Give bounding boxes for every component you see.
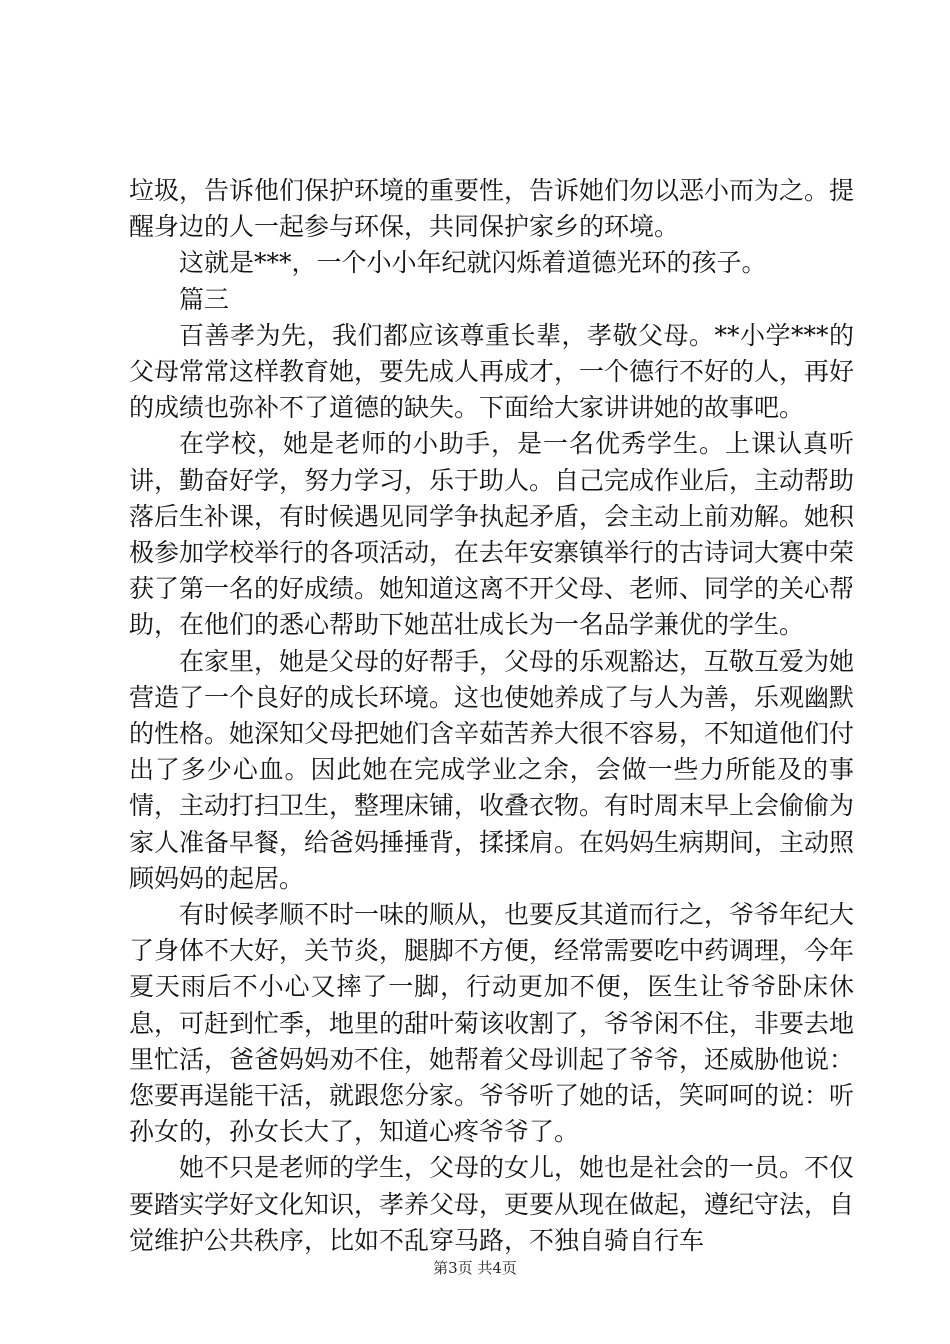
body-paragraph-5: 她不只是老师的学生，父母的女儿，她也是社会的一员。不仅要踏实学好文化知识，孝养父母，更要从现在做起，遵纪守法，自觉维护公共秩序，比如不乱穿马路，不独自骑自行车 — [129, 1153, 855, 1255]
section-title: 篇三 — [179, 284, 230, 314]
body-paragraph-2: 在学校，她是老师的小助手，是一名优秀学生。上课认真听讲，勤奋好学，努力学习，乐于助人。自己完成作业后，主动帮助落后生补课，有时候遇见同学争执起矛盾，会主动上前劝解。她积极参加学校举行的各项活动，在去年安寨镇举行的古诗词大赛中荣获了第一名的好成绩。她知道这离不开父母、老师、同学的关心帮助，在他们的悉心帮助下她茁壮成长为一名品学兼优的学生。 — [129, 429, 855, 640]
body-paragraph-1: 百善孝为先，我们都应该尊重长辈，孝敬父母。**小学***的父母常常这样教育她，要先成人再成才，一个德行不好的人，再好的成绩也弥补不了道德的缺失。下面给大家讲讲她的故事吧。 — [129, 320, 855, 423]
continuation-paragraph: 垃圾，告诉他们保护环境的重要性，告诉她们勿以恶小而为之。提醒身边的人一起参与环保，共同保护家乡的环境。 — [129, 176, 855, 242]
document-body — [129, 173, 854, 1259]
page-footer — [0, 1258, 950, 1278]
body-paragraph-3: 在家里，她是父母的好帮手，父母的乐观豁达，互敬互爱为她营造了一个良好的成长环境。这也使她养成了与人为善，乐观幽默的性格。她深知父母把她们含辛茹苦养大很不容易，不知道他们付出了多少心血。因此她在完成学业之余，会做一些力所能及的事情，主动打扫卫生，整理床铺，收叠衣物。有时周末早上会偷偷为家人准备早餐，给爸妈捶捶背，揉揉肩。在妈妈生病期间，主动照顾妈妈的起居。 — [129, 646, 855, 893]
summary-paragraph: 这就是***，一个小小年纪就闪烁着道德光环的孩子。 — [179, 248, 767, 278]
page-number-label: 第3页 共4页 — [433, 1259, 517, 1277]
body-paragraph-4: 有时候孝顺不时一味的顺从，也要反其道而行之，爷爷年纪大了身体不大好，关节炎，腿脚不方便，经常需要吃中药调理，今年夏天雨后不小心又摔了一脚，行动更加不便，医生让爷爷卧床休息，可赶到忙季，地里的甜叶菊该收割了，爷爷闲不住，非要去地里忙活，爸爸妈妈劝不住，她帮着父母训起了爷爷，还威胁他说：您要再逞能干活，就跟您分家。爷爷听了她的话，笑呵呵的说：听孙女的，孙女长大了，知道心疼爷爷了。 — [129, 900, 855, 1147]
